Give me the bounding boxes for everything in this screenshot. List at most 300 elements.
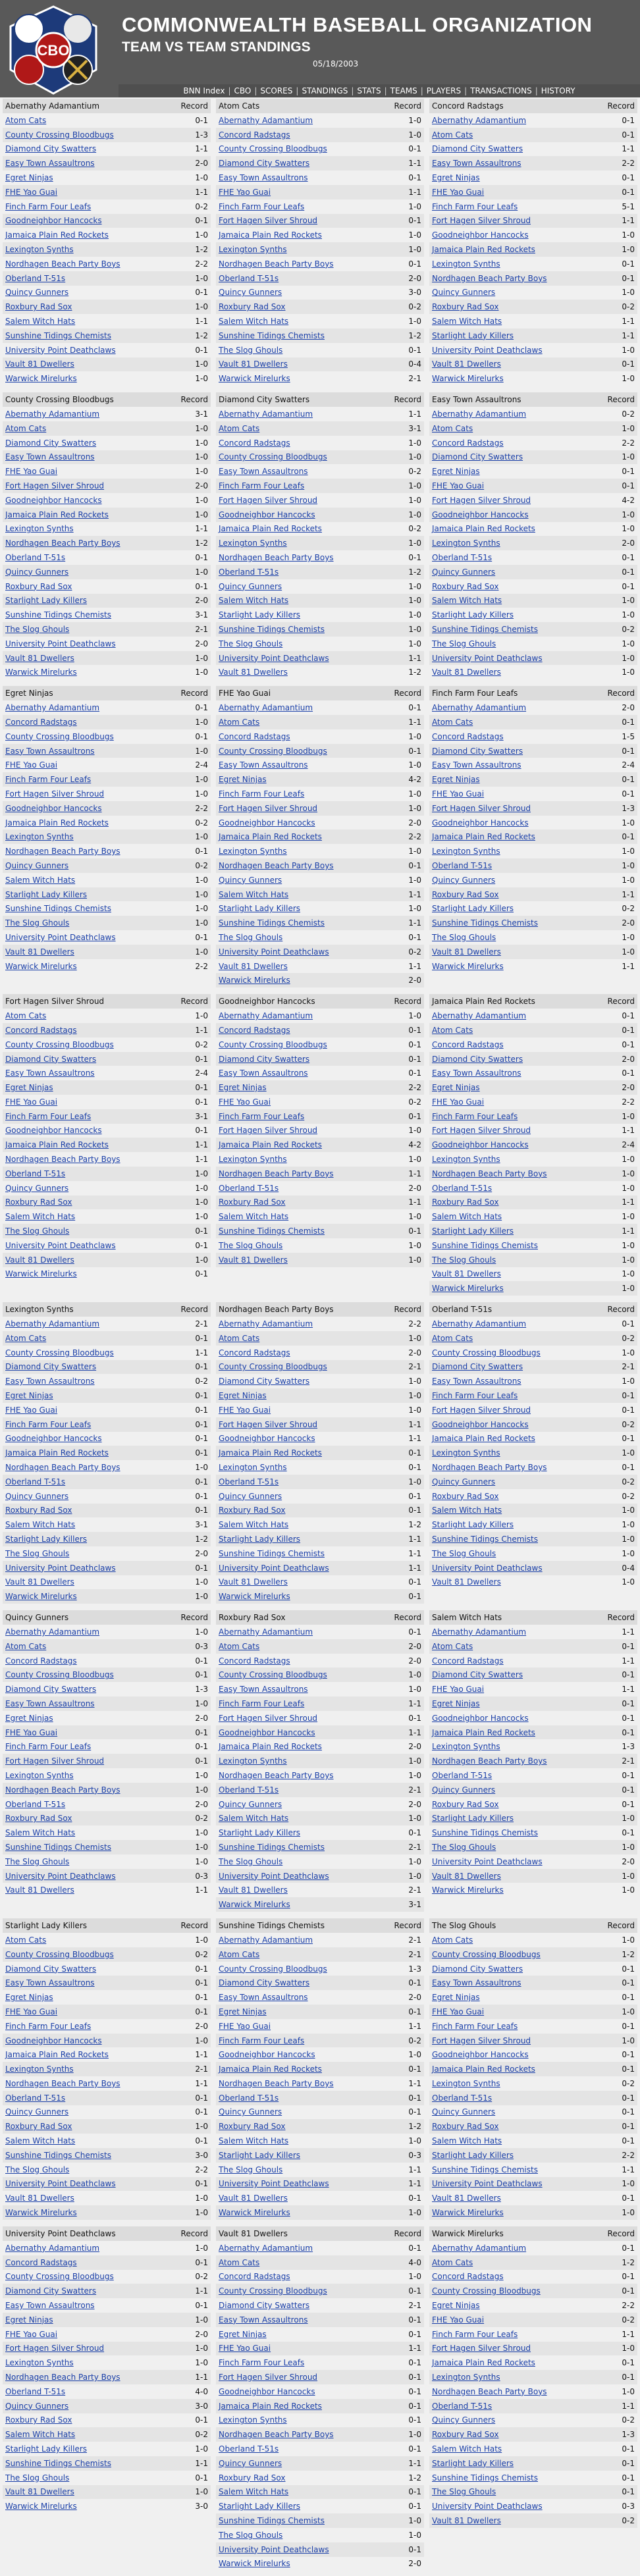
opponent-link[interactable]: Goodneighbor Hancocks: [5, 803, 102, 813]
opponent-link[interactable]: The Slog Ghouls: [5, 1548, 70, 1558]
opponent-link[interactable]: County Crossing Bloodbugs: [219, 746, 327, 756]
opponent-link[interactable]: Concord Radstags: [432, 1656, 504, 1666]
opponent-link[interactable]: Concord Radstags: [432, 438, 504, 448]
opponent-link[interactable]: Finch Farm Four Leafs: [219, 789, 305, 799]
opponent-link[interactable]: Salem Witch Hats: [432, 1212, 502, 1222]
opponent-link[interactable]: University Point Deathclaws: [432, 2179, 543, 2189]
opponent-link[interactable]: Diamond City Swatters: [5, 438, 97, 448]
opponent-link[interactable]: Egret Ninjas: [219, 2007, 267, 2016]
opponent-link[interactable]: Sunshine Tidings Chemists: [5, 904, 111, 914]
opponent-link[interactable]: Jamaica Plain Red Rockets: [5, 1448, 109, 1458]
opponent-link[interactable]: Roxbury Rad Sox: [432, 581, 499, 591]
nav-link[interactable]: HISTORY: [541, 86, 575, 95]
opponent-link[interactable]: Jamaica Plain Red Rockets: [219, 524, 322, 534]
opponent-link[interactable]: Egret Ninjas: [219, 2329, 267, 2339]
opponent-link[interactable]: Lexington Synths: [5, 2064, 74, 2074]
opponent-link[interactable]: Quincy Gunners: [5, 1183, 69, 1193]
opponent-link[interactable]: Abernathy Adamantium: [5, 409, 100, 419]
opponent-link[interactable]: Sunshine Tidings Chemists: [219, 2516, 325, 2525]
opponent-link[interactable]: Quincy Gunners: [5, 860, 69, 870]
opponent-link[interactable]: Quincy Gunners: [5, 288, 69, 298]
opponent-link[interactable]: Starlight Lady Killers: [5, 2444, 88, 2454]
opponent-link[interactable]: Finch Farm Four Leafs: [432, 1391, 518, 1401]
opponent-link[interactable]: Roxbury Rad Sox: [219, 2122, 286, 2132]
opponent-link[interactable]: Starlight Lady Killers: [5, 1535, 88, 1544]
opponent-link[interactable]: Abernathy Adamantium: [432, 703, 527, 713]
opponent-link[interactable]: Diamond City Swatters: [432, 1054, 523, 1064]
opponent-link[interactable]: Salem Witch Hats: [219, 1212, 289, 1222]
opponent-link[interactable]: Lexington Synths: [219, 1463, 287, 1473]
opponent-link[interactable]: Goodneighbor Hancocks: [219, 818, 315, 828]
opponent-link[interactable]: Salem Witch Hats: [5, 1520, 76, 1530]
opponent-link[interactable]: Jamaica Plain Red Rockets: [219, 230, 322, 240]
opponent-link[interactable]: Oberland T-51s: [219, 2093, 279, 2103]
opponent-link[interactable]: Warwick Mirelurks: [432, 1284, 504, 1294]
opponent-link[interactable]: Salem Witch Hats: [432, 1506, 502, 1515]
opponent-link[interactable]: Sunshine Tidings Chemists: [219, 918, 325, 928]
opponent-link[interactable]: FHE Yao Guai: [219, 2021, 271, 2031]
opponent-link[interactable]: FHE Yao Guai: [219, 2344, 271, 2353]
opponent-link[interactable]: Abernathy Adamantium: [432, 115, 527, 125]
opponent-link[interactable]: Jamaica Plain Red Rockets: [432, 2358, 535, 2368]
opponent-link[interactable]: Atom Cats: [432, 1641, 473, 1651]
opponent-link[interactable]: Egret Ninjas: [432, 2301, 480, 2311]
opponent-link[interactable]: Nordhagen Beach Party Boys: [5, 1463, 120, 1473]
opponent-link[interactable]: Concord Radstags: [219, 731, 290, 741]
opponent-link[interactable]: County Crossing Bloodbugs: [219, 144, 327, 154]
opponent-link[interactable]: Vault 81 Dwellers: [5, 2194, 74, 2203]
opponent-link[interactable]: Oberland T-51s: [219, 1785, 279, 1795]
opponent-link[interactable]: Egret Ninjas: [219, 1391, 267, 1401]
opponent-link[interactable]: County Crossing Bloodbugs: [5, 1949, 114, 1959]
opponent-link[interactable]: Finch Farm Four Leafs: [5, 1419, 92, 1429]
opponent-link[interactable]: Atom Cats: [432, 1333, 473, 1343]
opponent-link[interactable]: Egret Ninjas: [219, 1083, 267, 1093]
opponent-link[interactable]: Lexington Synths: [5, 832, 74, 842]
opponent-link[interactable]: Oberland T-51s: [432, 1770, 493, 1780]
opponent-link[interactable]: University Point Deathclaws: [5, 1240, 116, 1250]
opponent-link[interactable]: Finch Farm Four Leafs: [219, 2036, 305, 2045]
opponent-link[interactable]: Easy Town Assaultrons: [5, 1978, 95, 1988]
opponent-link[interactable]: Easy Town Assaultrons: [5, 159, 95, 169]
opponent-link[interactable]: Easy Town Assaultrons: [432, 760, 521, 770]
opponent-link[interactable]: The Slog Ghouls: [5, 624, 70, 634]
opponent-link[interactable]: Oberland T-51s: [219, 1183, 279, 1193]
opponent-link[interactable]: Concord Radstags: [5, 2257, 77, 2267]
opponent-link[interactable]: University Point Deathclaws: [219, 947, 329, 957]
opponent-link[interactable]: Nordhagen Beach Party Boys: [5, 2078, 120, 2088]
opponent-link[interactable]: The Slog Ghouls: [219, 639, 283, 648]
opponent-link[interactable]: Warwick Mirelurks: [5, 374, 77, 384]
opponent-link[interactable]: University Point Deathclaws: [432, 345, 543, 355]
opponent-link[interactable]: FHE Yao Guai: [432, 187, 485, 197]
opponent-link[interactable]: County Crossing Bloodbugs: [219, 1670, 327, 1680]
opponent-link[interactable]: Fort Hagen Silver Shroud: [432, 2036, 531, 2045]
opponent-link[interactable]: Easy Town Assaultrons: [432, 1978, 521, 1988]
opponent-link[interactable]: Lexington Synths: [5, 1770, 74, 1780]
opponent-link[interactable]: University Point Deathclaws: [5, 345, 116, 355]
opponent-link[interactable]: Diamond City Swatters: [219, 159, 310, 169]
nav-link[interactable]: CBO: [234, 86, 252, 95]
opponent-link[interactable]: Atom Cats: [5, 1333, 47, 1343]
opponent-link[interactable]: Goodneighbor Hancocks: [219, 2386, 315, 2396]
opponent-link[interactable]: Atom Cats: [219, 1949, 260, 1959]
opponent-link[interactable]: Warwick Mirelurks: [219, 1900, 290, 1910]
opponent-link[interactable]: Roxbury Rad Sox: [219, 302, 286, 312]
opponent-link[interactable]: Concord Radstags: [219, 130, 290, 140]
opponent-link[interactable]: Vault 81 Dwellers: [5, 2487, 74, 2497]
opponent-link[interactable]: Sunshine Tidings Chemists: [432, 2165, 538, 2174]
opponent-link[interactable]: Atom Cats: [219, 1333, 260, 1343]
opponent-link[interactable]: Fort Hagen Silver Shroud: [5, 481, 105, 491]
opponent-link[interactable]: University Point Deathclaws: [432, 653, 543, 663]
opponent-link[interactable]: Oberland T-51s: [432, 1183, 493, 1193]
opponent-link[interactable]: The Slog Ghouls: [432, 932, 496, 942]
opponent-link[interactable]: Warwick Mirelurks: [432, 1885, 504, 1895]
opponent-link[interactable]: Roxbury Rad Sox: [5, 1197, 72, 1207]
opponent-link[interactable]: Fort Hagen Silver Shroud: [432, 2344, 531, 2353]
opponent-link[interactable]: Atom Cats: [5, 115, 47, 125]
opponent-link[interactable]: Vault 81 Dwellers: [432, 1871, 501, 1881]
opponent-link[interactable]: Easy Town Assaultrons: [5, 1698, 95, 1708]
opponent-link[interactable]: Fort Hagen Silver Shroud: [5, 2344, 105, 2353]
opponent-link[interactable]: Concord Radstags: [432, 2272, 504, 2282]
opponent-link[interactable]: Sunshine Tidings Chemists: [432, 2473, 538, 2483]
opponent-link[interactable]: Nordhagen Beach Party Boys: [219, 1169, 334, 1178]
opponent-link[interactable]: Salem Witch Hats: [219, 317, 289, 327]
opponent-link[interactable]: Roxbury Rad Sox: [432, 2430, 499, 2440]
nav-link[interactable]: STANDINGS: [302, 86, 348, 95]
opponent-link[interactable]: Lexington Synths: [219, 2415, 287, 2425]
opponent-link[interactable]: County Crossing Bloodbugs: [5, 2272, 114, 2282]
opponent-link[interactable]: Vault 81 Dwellers: [219, 668, 288, 677]
opponent-link[interactable]: Finch Farm Four Leafs: [432, 2021, 518, 2031]
opponent-link[interactable]: Lexington Synths: [219, 1155, 287, 1165]
opponent-link[interactable]: Warwick Mirelurks: [432, 374, 504, 384]
opponent-link[interactable]: Easy Town Assaultrons: [5, 1068, 95, 1078]
opponent-link[interactable]: Easy Town Assaultrons: [5, 746, 95, 756]
opponent-link[interactable]: Jamaica Plain Red Rockets: [219, 1140, 322, 1150]
opponent-link[interactable]: Easy Town Assaultrons: [219, 467, 308, 477]
opponent-link[interactable]: Quincy Gunners: [219, 2107, 282, 2117]
opponent-link[interactable]: Vault 81 Dwellers: [5, 1885, 74, 1895]
opponent-link[interactable]: Quincy Gunners: [219, 288, 282, 298]
opponent-link[interactable]: Finch Farm Four Leafs: [219, 1698, 305, 1708]
opponent-link[interactable]: FHE Yao Guai: [219, 187, 271, 197]
opponent-link[interactable]: FHE Yao Guai: [5, 760, 58, 770]
opponent-link[interactable]: Atom Cats: [432, 1025, 473, 1035]
opponent-link[interactable]: Egret Ninjas: [432, 1993, 480, 2003]
opponent-link[interactable]: Nordhagen Beach Party Boys: [432, 1169, 547, 1178]
opponent-link[interactable]: Roxbury Rad Sox: [5, 2415, 72, 2425]
opponent-link[interactable]: University Point Deathclaws: [5, 1563, 116, 1573]
opponent-link[interactable]: Abernathy Adamantium: [219, 1935, 313, 1945]
opponent-link[interactable]: Warwick Mirelurks: [5, 1269, 77, 1279]
opponent-link[interactable]: The Slog Ghouls: [5, 1226, 70, 1236]
opponent-link[interactable]: FHE Yao Guai: [5, 187, 58, 197]
opponent-link[interactable]: Warwick Mirelurks: [219, 374, 290, 384]
opponent-link[interactable]: Quincy Gunners: [5, 1491, 69, 1501]
opponent-link[interactable]: The Slog Ghouls: [432, 1255, 496, 1265]
opponent-link[interactable]: Oberland T-51s: [5, 273, 66, 283]
opponent-link[interactable]: Roxbury Rad Sox: [5, 1814, 72, 1824]
opponent-link[interactable]: Finch Farm Four Leafs: [5, 775, 92, 785]
opponent-link[interactable]: Diamond City Swatters: [219, 1978, 310, 1988]
opponent-link[interactable]: Nordhagen Beach Party Boys: [432, 1756, 547, 1766]
opponent-link[interactable]: County Crossing Bloodbugs: [219, 1964, 327, 1974]
opponent-link[interactable]: Roxbury Rad Sox: [5, 302, 72, 312]
opponent-link[interactable]: Roxbury Rad Sox: [432, 1197, 499, 1207]
opponent-link[interactable]: Vault 81 Dwellers: [5, 947, 74, 957]
opponent-link[interactable]: Quincy Gunners: [219, 875, 282, 885]
opponent-link[interactable]: Atom Cats: [219, 2257, 260, 2267]
opponent-link[interactable]: Concord Radstags: [432, 1039, 504, 1049]
opponent-link[interactable]: Concord Radstags: [219, 1656, 290, 1666]
opponent-link[interactable]: FHE Yao Guai: [432, 2315, 485, 2325]
opponent-link[interactable]: County Crossing Bloodbugs: [5, 1348, 114, 1357]
opponent-link[interactable]: Concord Radstags: [219, 1025, 290, 1035]
opponent-link[interactable]: Quincy Gunners: [219, 2458, 282, 2468]
nav-link[interactable]: STATS: [357, 86, 381, 95]
opponent-link[interactable]: FHE Yao Guai: [432, 2007, 485, 2016]
opponent-link[interactable]: The Slog Ghouls: [219, 2530, 283, 2540]
opponent-link[interactable]: Atom Cats: [5, 1011, 47, 1021]
opponent-link[interactable]: Easy Town Assaultrons: [219, 760, 308, 770]
opponent-link[interactable]: University Point Deathclaws: [219, 1563, 329, 1573]
opponent-link[interactable]: Goodneighbor Hancocks: [5, 2036, 102, 2045]
opponent-link[interactable]: Vault 81 Dwellers: [432, 2516, 501, 2525]
opponent-link[interactable]: FHE Yao Guai: [219, 1405, 271, 1415]
opponent-link[interactable]: Starlight Lady Killers: [219, 1828, 301, 1838]
opponent-link[interactable]: Diamond City Swatters: [5, 144, 97, 154]
opponent-link[interactable]: Abernathy Adamantium: [5, 703, 100, 713]
opponent-link[interactable]: Egret Ninjas: [432, 775, 480, 785]
opponent-link[interactable]: Sunshine Tidings Chemists: [219, 330, 325, 340]
opponent-link[interactable]: Lexington Synths: [432, 259, 500, 269]
nav-link[interactable]: SCORES: [260, 86, 293, 95]
opponent-link[interactable]: Easy Town Assaultrons: [432, 1068, 521, 1078]
opponent-link[interactable]: FHE Yao Guai: [219, 1097, 271, 1107]
opponent-link[interactable]: County Crossing Bloodbugs: [219, 2286, 327, 2296]
opponent-link[interactable]: Atom Cats: [219, 423, 260, 433]
opponent-link[interactable]: FHE Yao Guai: [432, 1097, 485, 1107]
opponent-link[interactable]: Goodneighbor Hancocks: [219, 2050, 315, 2060]
opponent-link[interactable]: Oberland T-51s: [5, 553, 66, 562]
opponent-link[interactable]: Roxbury Rad Sox: [219, 1197, 286, 1207]
opponent-link[interactable]: Warwick Mirelurks: [5, 1592, 77, 1602]
opponent-link[interactable]: Salem Witch Hats: [219, 889, 289, 899]
opponent-link[interactable]: Lexington Synths: [5, 2358, 74, 2368]
opponent-link[interactable]: FHE Yao Guai: [432, 481, 485, 491]
opponent-link[interactable]: Jamaica Plain Red Rockets: [5, 510, 109, 519]
opponent-link[interactable]: Lexington Synths: [5, 524, 74, 534]
opponent-link[interactable]: Abernathy Adamantium: [432, 2243, 527, 2253]
opponent-link[interactable]: Fort Hagen Silver Shroud: [432, 1405, 531, 1415]
opponent-link[interactable]: Nordhagen Beach Party Boys: [219, 860, 334, 870]
opponent-link[interactable]: Atom Cats: [5, 1935, 47, 1945]
opponent-link[interactable]: Goodneighbor Hancocks: [219, 1434, 315, 1444]
opponent-link[interactable]: Egret Ninjas: [5, 1391, 53, 1401]
opponent-link[interactable]: Quincy Gunners: [432, 2107, 496, 2117]
opponent-link[interactable]: Vault 81 Dwellers: [219, 1577, 288, 1587]
opponent-link[interactable]: Lexington Synths: [219, 847, 287, 856]
opponent-link[interactable]: Abernathy Adamantium: [219, 409, 313, 419]
opponent-link[interactable]: The Slog Ghouls: [219, 2165, 283, 2174]
opponent-link[interactable]: Goodneighbor Hancocks: [432, 230, 529, 240]
opponent-link[interactable]: Diamond City Swatters: [5, 1054, 97, 1064]
opponent-link[interactable]: Jamaica Plain Red Rockets: [219, 1448, 322, 1458]
opponent-link[interactable]: Jamaica Plain Red Rockets: [432, 832, 535, 842]
opponent-link[interactable]: Goodneighbor Hancocks: [219, 1727, 315, 1737]
opponent-link[interactable]: Roxbury Rad Sox: [219, 2473, 286, 2483]
opponent-link[interactable]: Jamaica Plain Red Rockets: [432, 524, 535, 534]
opponent-link[interactable]: Vault 81 Dwellers: [5, 1255, 74, 1265]
opponent-link[interactable]: Sunshine Tidings Chemists: [432, 1828, 538, 1838]
opponent-link[interactable]: Abernathy Adamantium: [219, 115, 313, 125]
opponent-link[interactable]: The Slog Ghouls: [5, 1856, 70, 1866]
opponent-link[interactable]: Atom Cats: [432, 423, 473, 433]
opponent-link[interactable]: Nordhagen Beach Party Boys: [5, 1785, 120, 1795]
opponent-link[interactable]: Starlight Lady Killers: [432, 1520, 514, 1530]
opponent-link[interactable]: Abernathy Adamantium: [219, 1627, 313, 1637]
opponent-link[interactable]: Goodneighbor Hancocks: [5, 1126, 102, 1136]
opponent-link[interactable]: Jamaica Plain Red Rockets: [5, 2050, 109, 2060]
opponent-link[interactable]: Goodneighbor Hancocks: [219, 510, 315, 519]
opponent-link[interactable]: Abernathy Adamantium: [5, 1319, 100, 1329]
opponent-link[interactable]: Sunshine Tidings Chemists: [5, 330, 111, 340]
opponent-link[interactable]: Atom Cats: [219, 1641, 260, 1651]
opponent-link[interactable]: Easy Town Assaultrons: [5, 452, 95, 462]
opponent-link[interactable]: Roxbury Rad Sox: [219, 1506, 286, 1515]
opponent-link[interactable]: Egret Ninjas: [219, 775, 267, 785]
opponent-link[interactable]: University Point Deathclaws: [5, 932, 116, 942]
opponent-link[interactable]: County Crossing Bloodbugs: [219, 452, 327, 462]
nav-link[interactable]: PLAYERS: [426, 86, 462, 95]
opponent-link[interactable]: Diamond City Swatters: [432, 1670, 523, 1680]
opponent-link[interactable]: Egret Ninjas: [432, 1083, 480, 1093]
opponent-link[interactable]: Vault 81 Dwellers: [432, 2194, 501, 2203]
opponent-link[interactable]: Diamond City Swatters: [432, 746, 523, 756]
opponent-link[interactable]: Sunshine Tidings Chemists: [432, 624, 538, 634]
opponent-link[interactable]: Concord Radstags: [219, 2272, 290, 2282]
opponent-link[interactable]: Lexington Synths: [432, 1155, 500, 1165]
opponent-link[interactable]: University Point Deathclaws: [219, 2179, 329, 2189]
opponent-link[interactable]: Vault 81 Dwellers: [432, 947, 501, 957]
opponent-link[interactable]: Finch Farm Four Leafs: [5, 1742, 92, 1752]
opponent-link[interactable]: Jamaica Plain Red Rockets: [5, 1140, 109, 1150]
opponent-link[interactable]: Finch Farm Four Leafs: [5, 1111, 92, 1121]
opponent-link[interactable]: Nordhagen Beach Party Boys: [432, 273, 547, 283]
opponent-link[interactable]: Easy Town Assaultrons: [432, 1377, 521, 1386]
opponent-link[interactable]: Fort Hagen Silver Shroud: [432, 495, 531, 505]
opponent-link[interactable]: County Crossing Bloodbugs: [5, 130, 114, 140]
opponent-link[interactable]: Starlight Lady Killers: [219, 904, 301, 914]
opponent-link[interactable]: Quincy Gunners: [432, 875, 496, 885]
opponent-link[interactable]: Nordhagen Beach Party Boys: [219, 553, 334, 562]
opponent-link[interactable]: Salem Witch Hats: [432, 317, 502, 327]
opponent-link[interactable]: FHE Yao Guai: [5, 2007, 58, 2016]
opponent-link[interactable]: University Point Deathclaws: [5, 1871, 116, 1881]
opponent-link[interactable]: Fort Hagen Silver Shroud: [219, 495, 318, 505]
opponent-link[interactable]: Vault 81 Dwellers: [5, 1577, 74, 1587]
opponent-link[interactable]: Atom Cats: [432, 717, 473, 727]
opponent-link[interactable]: Goodneighbor Hancocks: [432, 1140, 529, 1150]
opponent-link[interactable]: Abernathy Adamantium: [5, 1627, 100, 1637]
opponent-link[interactable]: FHE Yao Guai: [432, 789, 485, 799]
opponent-link[interactable]: Quincy Gunners: [432, 288, 496, 298]
opponent-link[interactable]: Jamaica Plain Red Rockets: [219, 2064, 322, 2074]
opponent-link[interactable]: Sunshine Tidings Chemists: [219, 1842, 325, 1852]
opponent-link[interactable]: Concord Radstags: [219, 1348, 290, 1357]
opponent-link[interactable]: Quincy Gunners: [5, 567, 69, 577]
opponent-link[interactable]: Easy Town Assaultrons: [219, 1685, 308, 1695]
opponent-link[interactable]: Fort Hagen Silver Shroud: [5, 789, 105, 799]
opponent-link[interactable]: Jamaica Plain Red Rockets: [5, 230, 109, 240]
opponent-link[interactable]: Quincy Gunners: [219, 1491, 282, 1501]
opponent-link[interactable]: Diamond City Swatters: [5, 1964, 97, 1974]
opponent-link[interactable]: Abernathy Adamantium: [219, 1319, 313, 1329]
opponent-link[interactable]: Vault 81 Dwellers: [219, 1255, 288, 1265]
opponent-link[interactable]: Salem Witch Hats: [5, 317, 76, 327]
opponent-link[interactable]: Nordhagen Beach Party Boys: [5, 1155, 120, 1165]
opponent-link[interactable]: Easy Town Assaultrons: [219, 1993, 308, 2003]
opponent-link[interactable]: Sunshine Tidings Chemists: [432, 918, 538, 928]
opponent-link[interactable]: Warwick Mirelurks: [219, 976, 290, 986]
opponent-link[interactable]: Finch Farm Four Leafs: [219, 201, 305, 211]
opponent-link[interactable]: Atom Cats: [5, 1641, 47, 1651]
opponent-link[interactable]: Starlight Lady Killers: [432, 1814, 514, 1824]
opponent-link[interactable]: Sunshine Tidings Chemists: [5, 2458, 111, 2468]
opponent-link[interactable]: Lexington Synths: [219, 1756, 287, 1766]
opponent-link[interactable]: Diamond City Swatters: [5, 1685, 97, 1695]
opponent-link[interactable]: Goodneighbor Hancocks: [432, 2050, 529, 2060]
opponent-link[interactable]: Easy Town Assaultrons: [219, 1068, 308, 1078]
opponent-link[interactable]: Diamond City Swatters: [5, 2286, 97, 2296]
opponent-link[interactable]: Salem Witch Hats: [219, 1520, 289, 1530]
opponent-link[interactable]: Warwick Mirelurks: [5, 668, 77, 677]
opponent-link[interactable]: Quincy Gunners: [5, 2401, 69, 2411]
opponent-link[interactable]: Abernathy Adamantium: [219, 703, 313, 713]
opponent-link[interactable]: Atom Cats: [432, 2257, 473, 2267]
opponent-link[interactable]: Diamond City Swatters: [432, 452, 523, 462]
opponent-link[interactable]: Finch Farm Four Leafs: [219, 481, 305, 491]
opponent-link[interactable]: Quincy Gunners: [432, 1785, 496, 1795]
opponent-link[interactable]: Fort Hagen Silver Shroud: [219, 2373, 318, 2382]
opponent-link[interactable]: Nordhagen Beach Party Boys: [432, 1463, 547, 1473]
opponent-link[interactable]: University Point Deathclaws: [5, 639, 116, 648]
opponent-link[interactable]: Sunshine Tidings Chemists: [5, 610, 111, 620]
opponent-link[interactable]: Goodneighbor Hancocks: [5, 495, 102, 505]
opponent-link[interactable]: Roxbury Rad Sox: [432, 889, 499, 899]
opponent-link[interactable]: Vault 81 Dwellers: [5, 359, 74, 369]
opponent-link[interactable]: Vault 81 Dwellers: [219, 2194, 288, 2203]
opponent-link[interactable]: Oberland T-51s: [5, 1477, 66, 1486]
opponent-link[interactable]: Finch Farm Four Leafs: [432, 201, 518, 211]
opponent-link[interactable]: University Point Deathclaws: [219, 1871, 329, 1881]
opponent-link[interactable]: Sunshine Tidings Chemists: [219, 1226, 325, 1236]
opponent-link[interactable]: Goodneighbor Hancocks: [432, 1419, 529, 1429]
opponent-link[interactable]: University Point Deathclaws: [219, 2544, 329, 2554]
opponent-link[interactable]: Concord Radstags: [219, 438, 290, 448]
opponent-link[interactable]: Jamaica Plain Red Rockets: [432, 1434, 535, 1444]
opponent-link[interactable]: Concord Radstags: [5, 717, 77, 727]
opponent-link[interactable]: Roxbury Rad Sox: [432, 1491, 499, 1501]
opponent-link[interactable]: Nordhagen Beach Party Boys: [5, 2373, 120, 2382]
opponent-link[interactable]: Vault 81 Dwellers: [432, 1269, 501, 1279]
opponent-link[interactable]: The Slog Ghouls: [5, 2473, 70, 2483]
opponent-link[interactable]: Oberland T-51s: [219, 1477, 279, 1486]
opponent-link[interactable]: Warwick Mirelurks: [5, 961, 77, 971]
